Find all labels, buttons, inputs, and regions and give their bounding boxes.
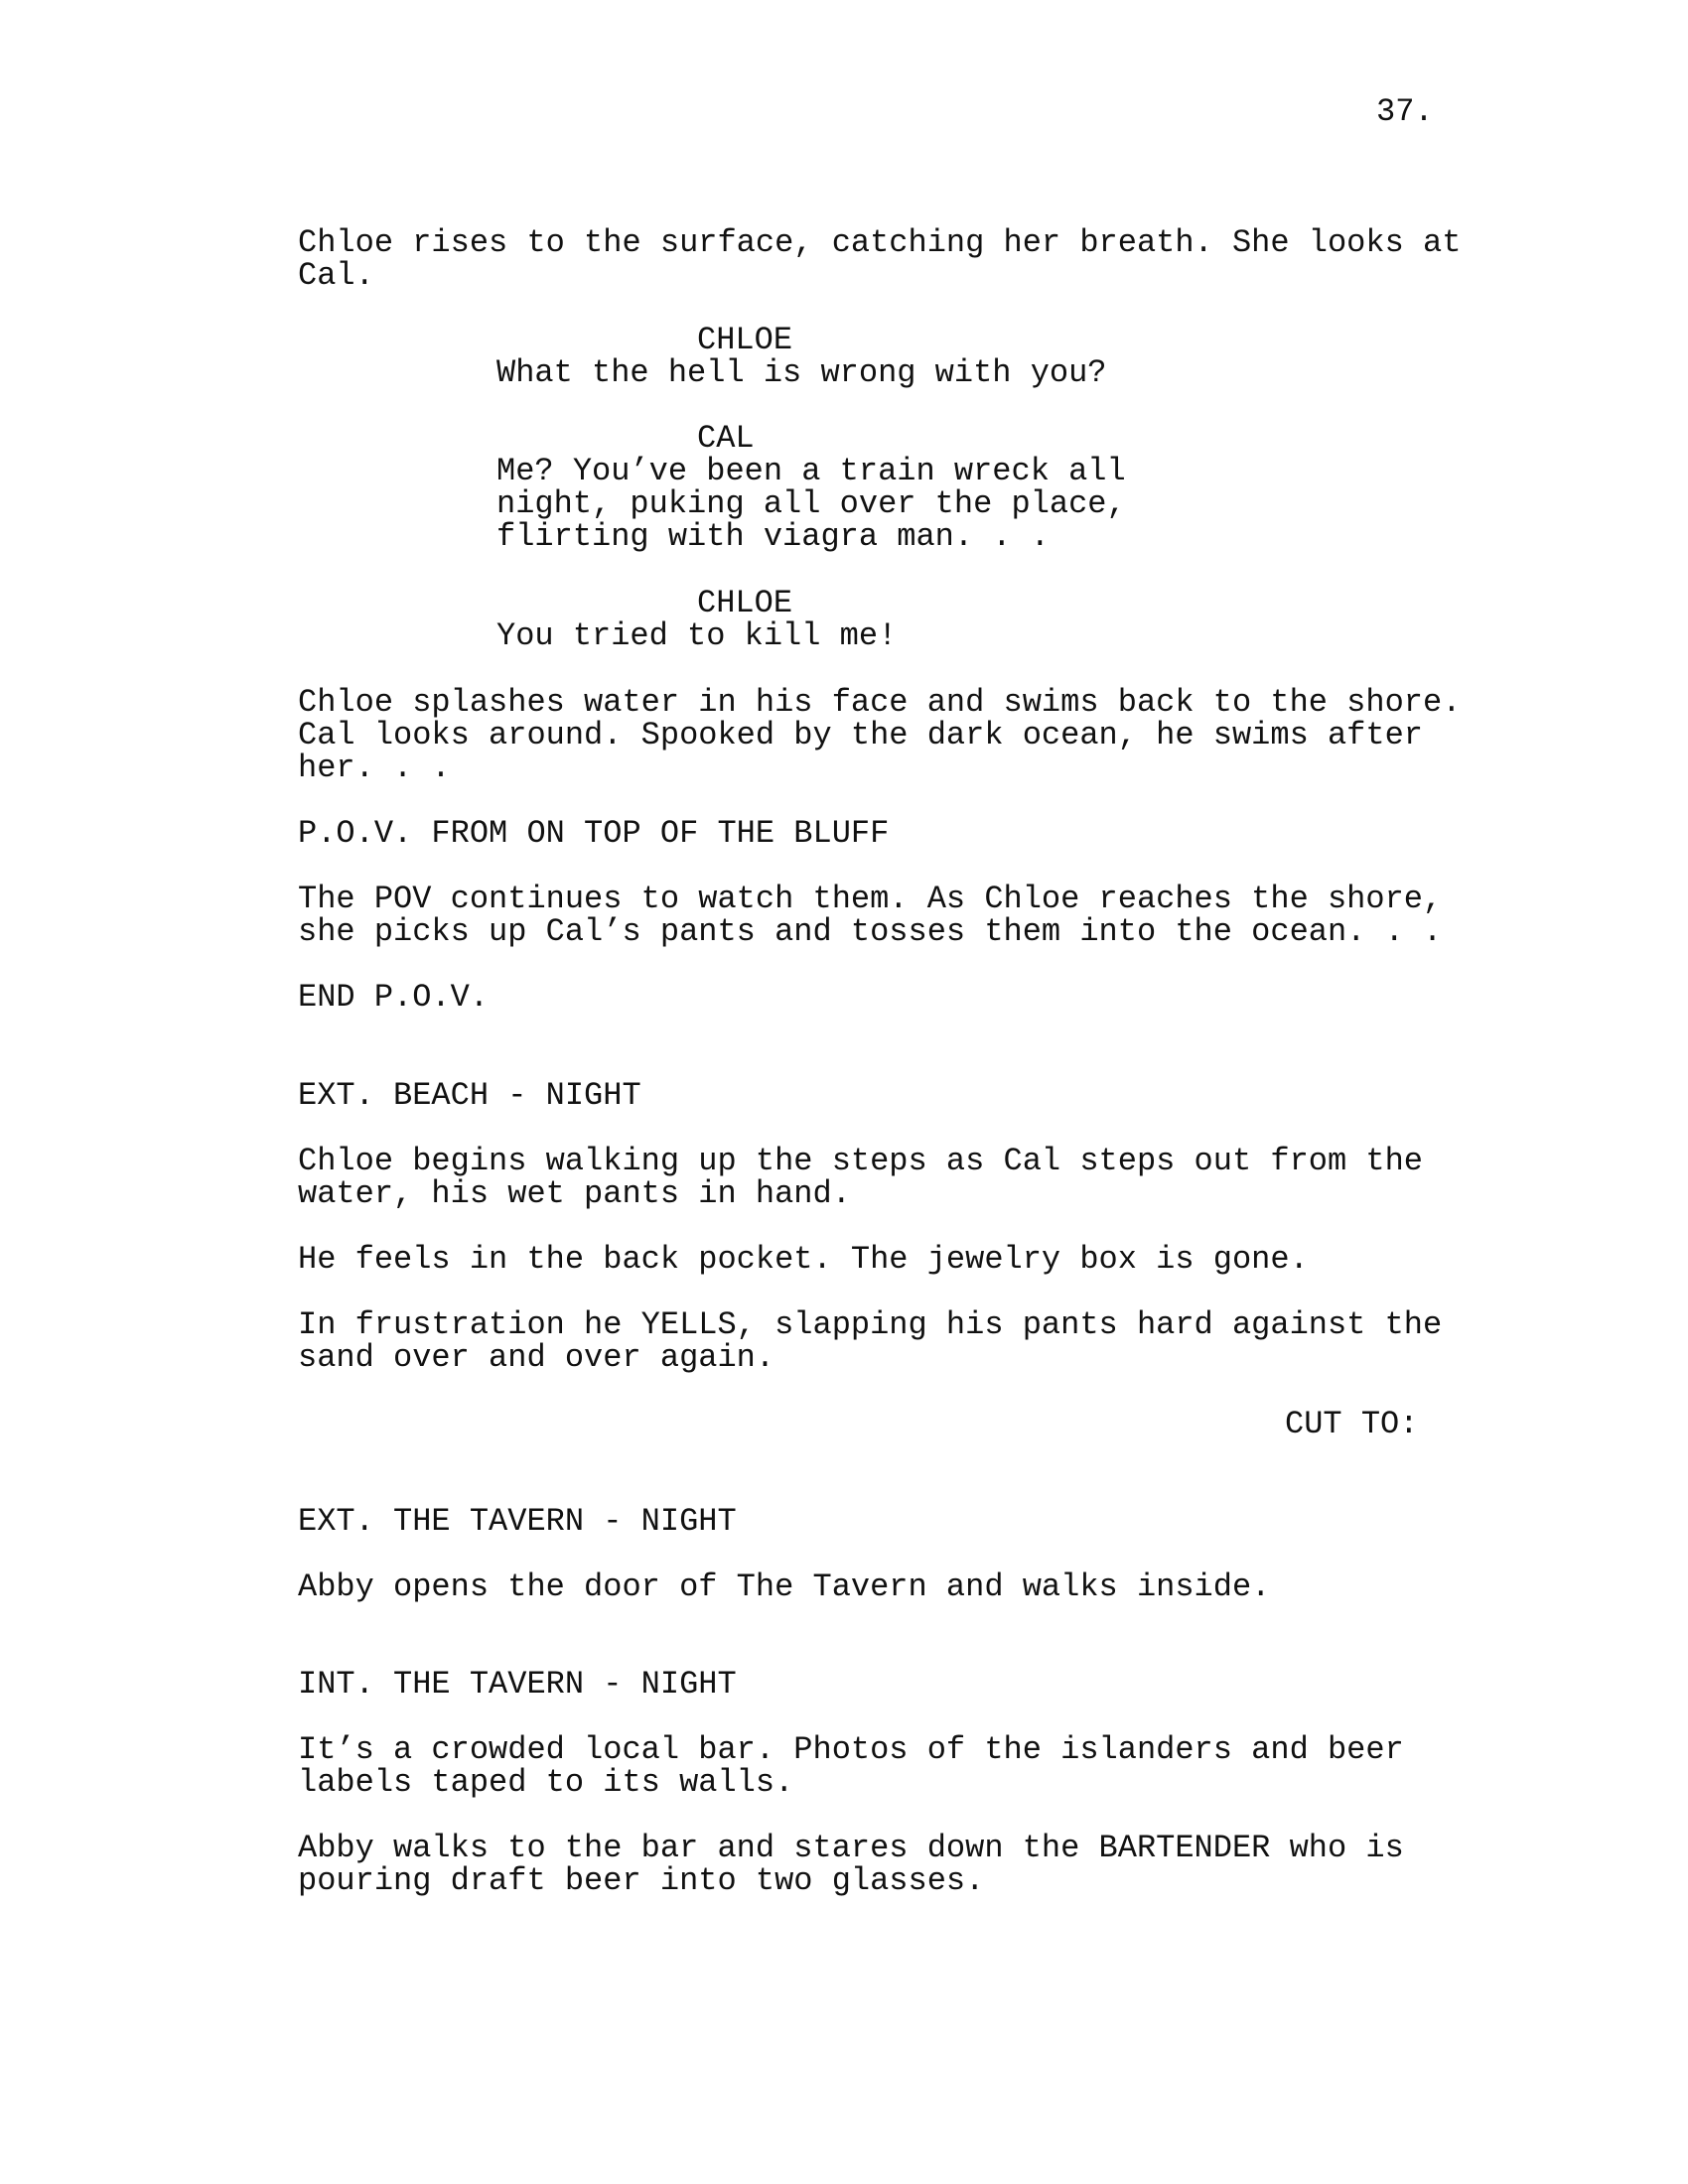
scene-heading: EXT. THE TAVERN - NIGHT [298,1503,737,1540]
action-line: water, his wet pants in hand. [298,1175,851,1212]
shot-heading: END P.O.V. [298,979,490,1016]
action-line: sand over and over again. [298,1339,775,1376]
action-line: It’s a crowded local bar. Photos of the islanders and beer [298,1731,1404,1768]
dialogue-line: You tried to kill me! [496,617,898,654]
character-name: CHLOE [697,585,793,621]
action-line: Cal looks around. Spooked by the dark ocean, he swims after [298,717,1423,753]
action-line: Abby opens the door of The Tavern and walks inside. [298,1569,1271,1605]
action-line: pouring draft beer into two glasses. [298,1862,985,1899]
action-line: labels taped to its walls. [298,1764,794,1801]
action-line: she picks up Cal’s pants and tosses them into the ocean. . . [298,913,1443,950]
dialogue-line: flirting with viagra man. . . [496,518,1050,555]
page-number: 37. [1376,93,1434,130]
action-line: her. . . [298,750,451,786]
action-line: The POV continues to watch them. As Chloe reaches the shore, [298,881,1443,917]
dialogue-line: Me? You’ve been a train wreck all [496,453,1126,489]
dialogue-line: night, puking all over the place, [496,485,1126,522]
character-name: CHLOE [697,322,793,358]
transition: CUT TO: [1285,1406,1419,1442]
action-line: He feels in the back pocket. The jewelry box is gone. [298,1241,1309,1278]
action-line: Abby walks to the bar and stares down the BARTENDER who is [298,1830,1404,1866]
action-line: Cal. [298,257,374,294]
shot-heading: P.O.V. FROM ON TOP OF THE BLUFF [298,815,890,852]
dialogue-line: What the hell is wrong with you? [496,354,1107,391]
action-line: Chloe splashes water in his face and swims back to the shore. [298,684,1462,721]
scene-heading: EXT. BEACH - NIGHT [298,1077,641,1114]
action-line: In frustration he YELLS, slapping his pants hard against the [298,1306,1443,1343]
character-name: CAL [697,420,755,457]
action-line: Chloe rises to the surface, catching her breath. She looks at [298,224,1462,261]
action-line: Chloe begins walking up the steps as Cal steps out from the [298,1143,1423,1179]
scene-heading: INT. THE TAVERN - NIGHT [298,1666,737,1703]
